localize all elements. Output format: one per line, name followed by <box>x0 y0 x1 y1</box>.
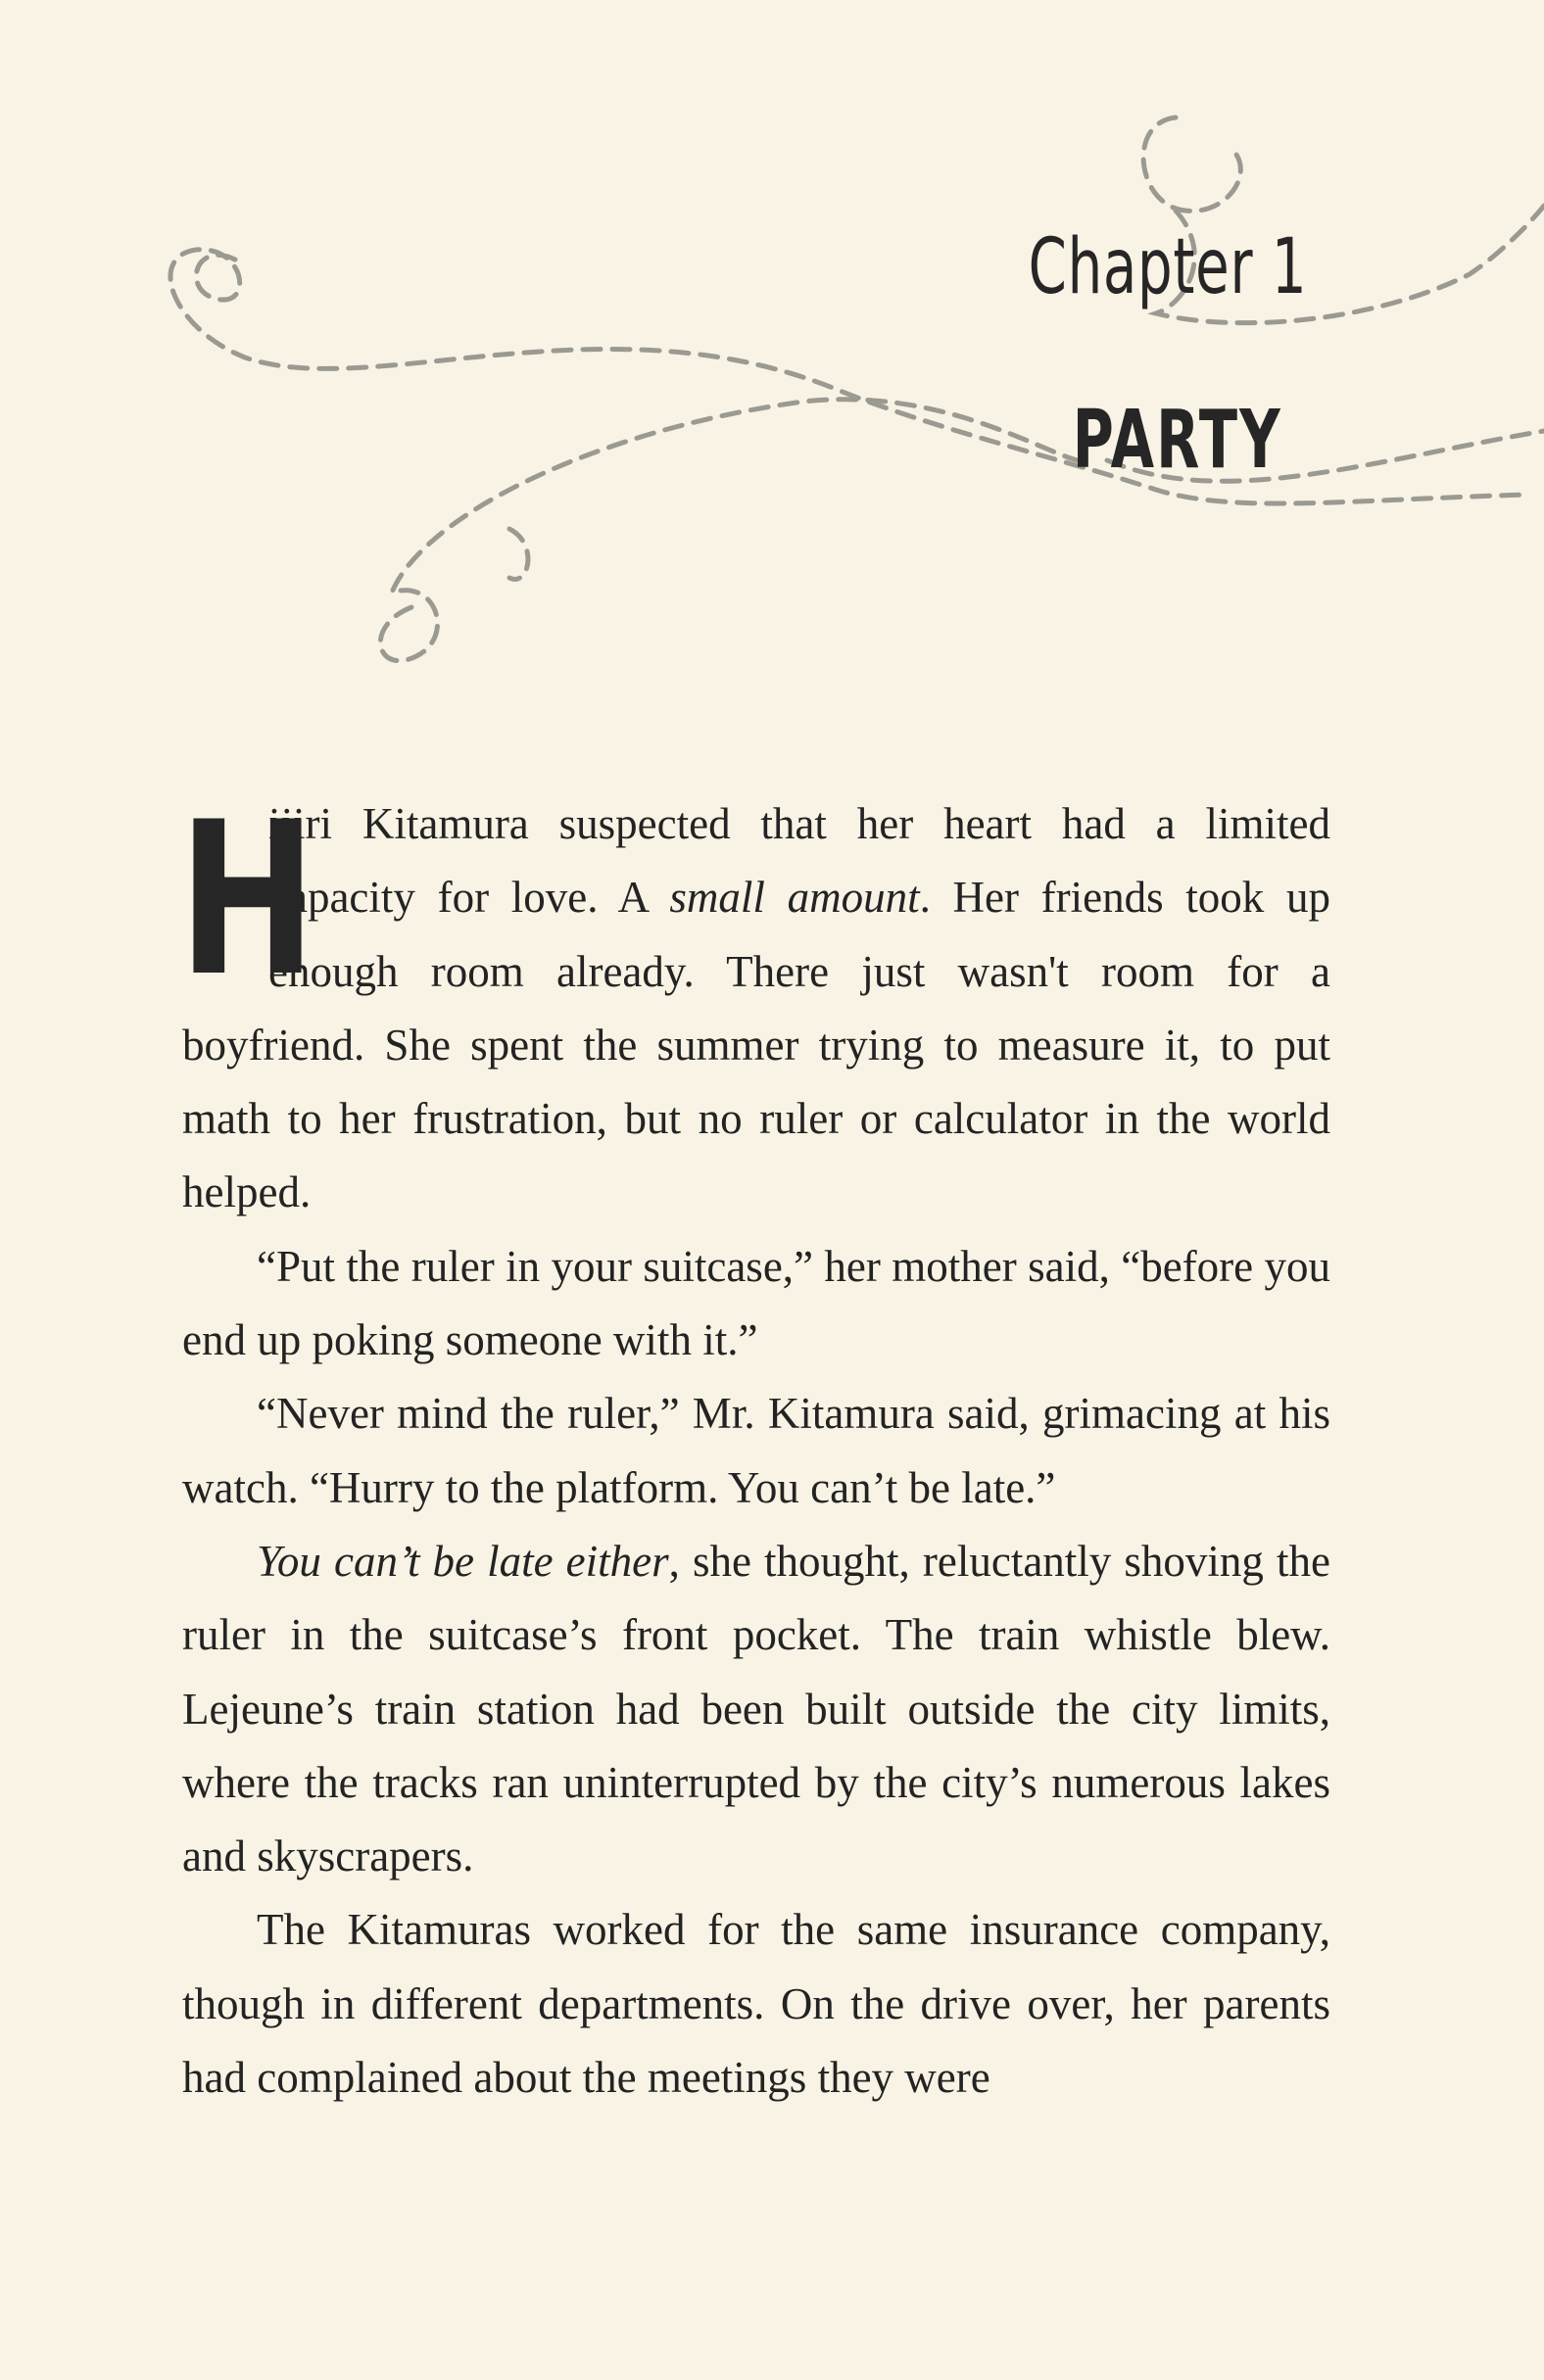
emphasis: small amount <box>669 873 920 923</box>
paragraph <box>178 777 1330 1230</box>
paragraph-text: ijiri Kitamura suspected that her heart had a limited capacity for love. A small amount. Her friends took up enough room already. There just wasn't room for a boyfriend. She spent the summer trying to measure it, to put math to her frustration, but no ruler or calculator in the world helped. <box>182 799 1330 1217</box>
emphasis: You can’t be late either <box>257 1536 669 1586</box>
paragraph: “Put the ruler in your suitcase,” her mother said, “before you end up poking someone with it.” <box>182 1241 1330 1365</box>
paragraph: “Never mind the ruler,” Mr. Kitamura said, grimacing at his watch. “Hurry to the platform. You can’t be late.” <box>182 1389 1330 1512</box>
paragraph: The Kitamuras worked for the same insurance company, though in different departments. On the drive over, her parents had complained about the meetings they were <box>182 1905 1330 2103</box>
swirl-flourish-icon <box>0 0 1544 744</box>
body-text <box>178 777 1330 2115</box>
paragraph: You can’t be late either, she thought, reluctantly shoving the ruler in the suitcase’s front pocket. The train whistle blew. Lejeune’s train station had been built outside the city limits, where the tracks ran uninterrupted by the city’s numerous lakes and skyscrapers. <box>182 1536 1330 1881</box>
chapter-label: Chapter 1 <box>1028 223 1307 311</box>
drop-cap: H <box>178 777 317 1023</box>
chapter-title: PARTY <box>1072 394 1282 487</box>
